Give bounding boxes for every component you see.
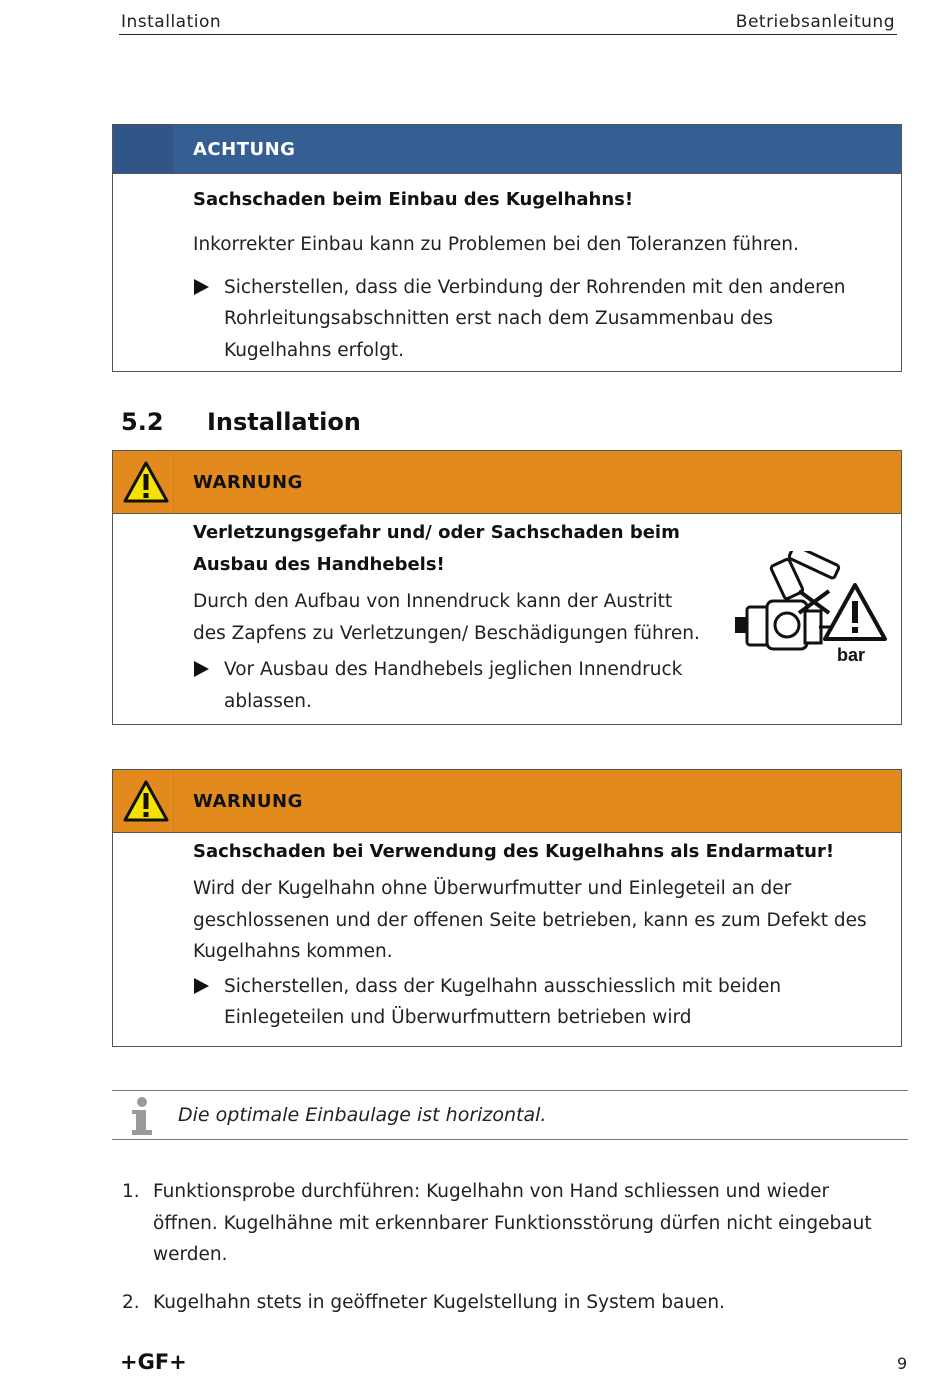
warning-title: Verletzungsgefahr und/ oder Sachschaden beim Ausbau des Handhebels! bbox=[193, 522, 680, 575]
info-top-divider bbox=[112, 1090, 908, 1091]
warning-box-handhebel bbox=[112, 450, 902, 725]
warning-label: WARNUNG bbox=[193, 790, 303, 812]
step-text: Kugelhahn stets in geöffneter Kugelstellung in System bauen. bbox=[153, 1292, 726, 1313]
warning-label: WARNUNG bbox=[193, 471, 303, 493]
step-text: Funktionsprobe durchführen: Kugelhahn von Hand schliessen und wieder öffnen. Kugelhähne mit erkennbarer Funktionsstörung dürfen nicht eingebaut werden. bbox=[153, 1181, 872, 1265]
notice-box-achtung bbox=[112, 124, 902, 372]
warning-instruction-text: Vor Ausbau des Handhebels jeglichen Innendruck ablassen. bbox=[224, 659, 683, 712]
section-number: 5.2 bbox=[121, 408, 164, 436]
info-icon bbox=[128, 1096, 156, 1138]
notice-instruction-text: Sicherstellen, dass die Verbindung der Rohrenden mit den anderen Rohrleitungsabschnitten erst nach dem Zusammenbau des Kugelhahns erfolgt. bbox=[224, 276, 846, 361]
notice-instruction bbox=[193, 272, 881, 367]
warning-instruction bbox=[193, 971, 881, 1034]
info-bottom-divider bbox=[112, 1139, 908, 1140]
step-number: 2. bbox=[122, 1292, 140, 1313]
warning-title: Sachschaden bei Verwendung des Kugelhahns als Endarmatur! bbox=[193, 841, 835, 862]
bullet-triangle-icon bbox=[194, 978, 209, 994]
bullet-triangle-icon bbox=[194, 661, 209, 677]
warning-body bbox=[113, 833, 901, 1034]
warning-text: Wird der Kugelhahn ohne Überwurfmutter und Einlegeteil an der geschlossenen und der offenen Seite betrieben, kann es zum Defekt des Kugelhahns kommen. bbox=[193, 878, 867, 962]
section-title: Installation bbox=[207, 408, 361, 436]
warning-triangle-icon bbox=[123, 461, 169, 503]
page-number: 9 bbox=[897, 1354, 908, 1373]
warning-instruction bbox=[193, 654, 701, 717]
notice-title: Sachschaden beim Einbau des Kugelhahns! bbox=[193, 189, 634, 210]
warning-triangle-icon bbox=[123, 780, 169, 822]
valve-pressure-warning-illustration bbox=[729, 551, 889, 666]
header-divider bbox=[119, 34, 897, 35]
notice-label: ACHTUNG bbox=[193, 138, 296, 160]
notice-body bbox=[113, 174, 901, 366]
step-number: 1. bbox=[122, 1181, 140, 1202]
header-section-title: Installation bbox=[121, 12, 222, 32]
notice-text: Inkorrekter Einbau kann zu Problemen bei den Toleranzen führen. bbox=[193, 234, 799, 255]
info-note-text: Die optimale Einbaulage ist horizontal. bbox=[178, 1104, 547, 1126]
notice-header bbox=[113, 125, 901, 174]
warning-header bbox=[113, 451, 901, 514]
warning-box-endarmatur bbox=[112, 769, 902, 1047]
notice-header-tab bbox=[113, 125, 173, 173]
illustration-bar-label: bar bbox=[837, 645, 866, 665]
warning-instruction-text: Sicherstellen, dass der Kugelhahn ausschiesslich mit beiden Einlegeteilen und Überwurfmuttern betrieben wird bbox=[224, 975, 782, 1028]
warning-text: Durch den Aufbau von Innendruck kann der Austritt des Zapfens zu Verletzungen/ Beschädigungen führen. bbox=[193, 591, 700, 644]
bullet-triangle-icon bbox=[194, 279, 209, 295]
warning-header bbox=[113, 770, 901, 833]
gf-logo: +GF+ bbox=[120, 1350, 187, 1374]
header-document-title: Betriebsanleitung bbox=[735, 12, 895, 32]
